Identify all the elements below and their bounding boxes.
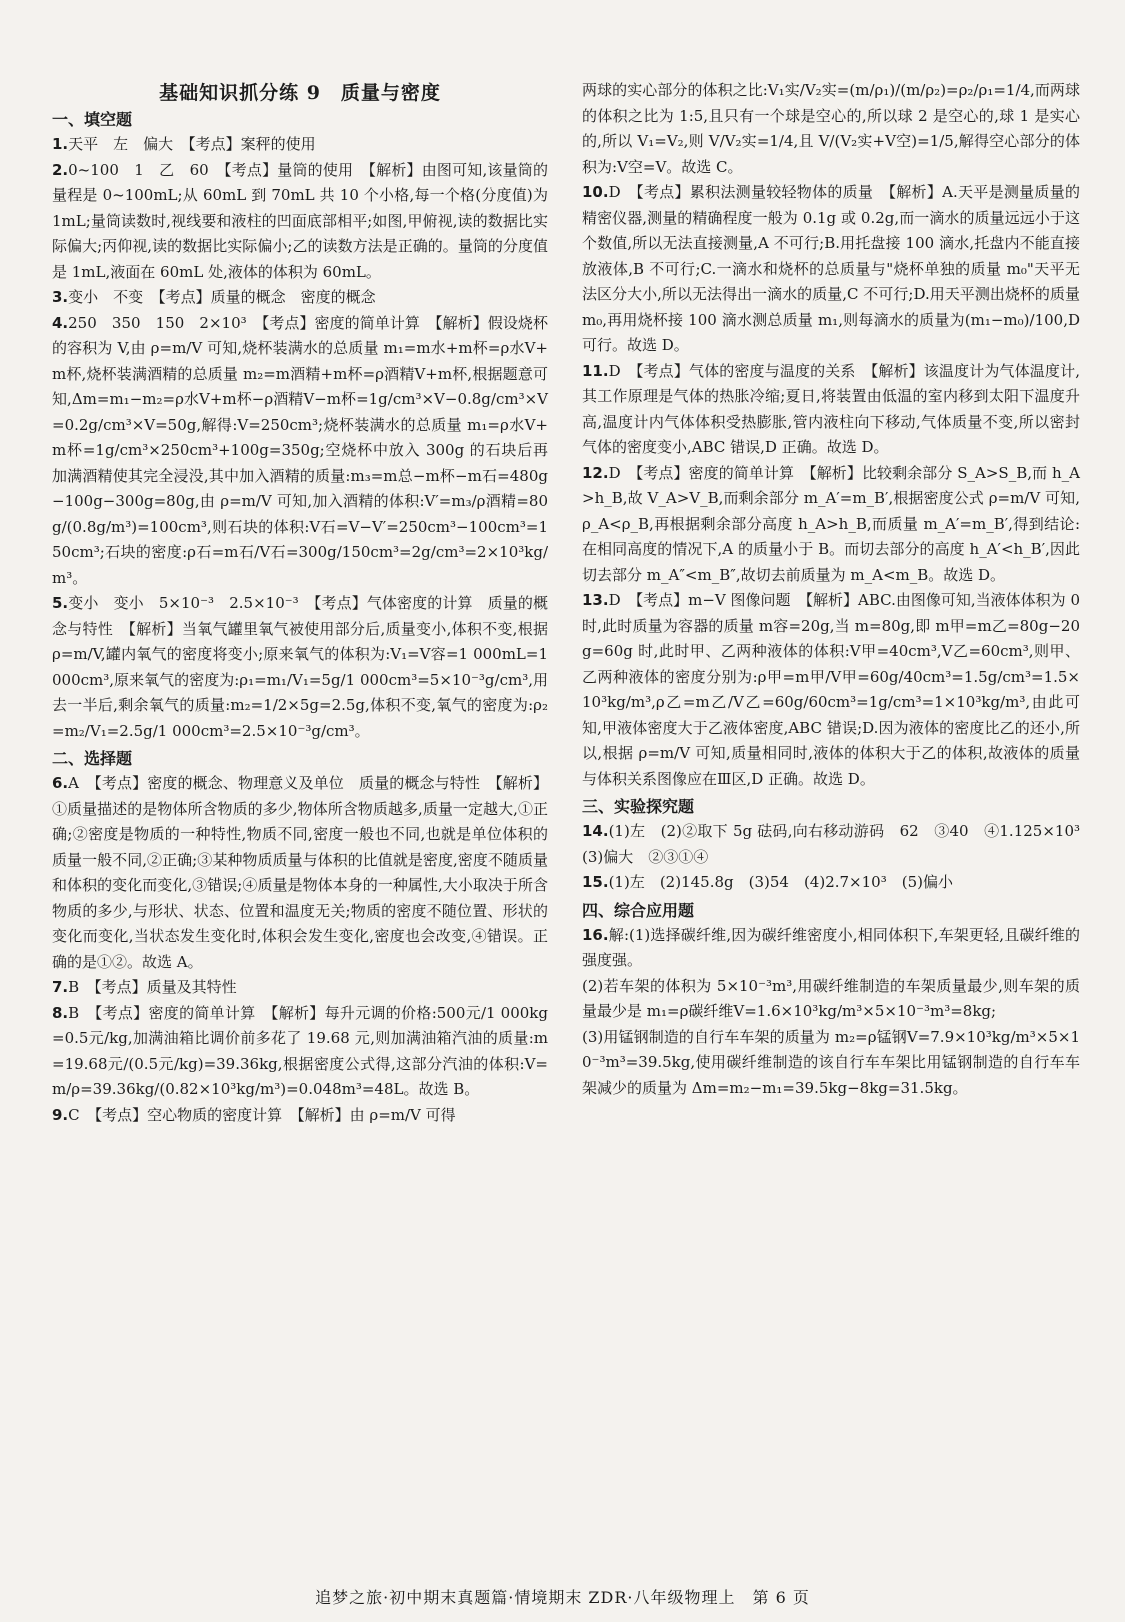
answer-number: 7.	[52, 978, 69, 996]
answer-text: (3)用锰钢制造的自行车车架的质量为 m₂=ρ锰钢V=7.9×10³kg/m³×5×10⁻³m³=39.5kg,使用碳纤维制造的该自行车车架比用锰钢制造的自行车车架减少的质量为 Δm=m₂−m₁=39.5kg−8kg=31.5kg。	[582, 1027, 1080, 1097]
answer-number: 2.	[52, 160, 69, 179]
right-column	[582, 78, 1096, 1101]
answer-16-part1	[582, 923, 1080, 974]
answer-11	[582, 359, 1080, 461]
answer-1	[52, 132, 548, 158]
answer-number: 3.	[52, 288, 69, 306]
answer-text: 解:(1)选择碳纤维,因为碳纤维密度小,相同体积下,车架更轻,且碳纤维的强度强。	[582, 925, 1080, 969]
answer-6	[52, 771, 548, 975]
answer-text: 变小 变小 5×10⁻³ 2.5×10⁻³ 【考点】气体密度的计算 质量的概念与特性 【解析】当氧气罐里氧气被使用部分后,质量变小,体积不变,根据 ρ=m/V,罐内氧气的密度将变小;原来氧气的体积为:V₁=V容=1 000mL=1 000cm³,原来氧气的密度为:ρ₁=m₁/V₁=5g/1 000cm³=5×10⁻³g/cm³,用去一半后,剩余氧气的质量:m₂=1/2×5g=2.5g,体积不变,氧气的密度为:ρ₂=m₂/V₁=2.5g/1 000cm³=2.5×10⁻³g/cm³。	[52, 594, 548, 740]
answer-text: 天平 左 偏大 【考点】案秤的使用	[68, 135, 316, 153]
answer-14	[582, 819, 1096, 870]
answer-12	[582, 461, 1080, 589]
answer-number: 8.	[52, 1003, 69, 1022]
answer-number: 14.	[582, 822, 609, 840]
page-title: 基础知识抓分练 9 质量与密度	[159, 82, 441, 104]
answer-text: (1)左 (2)145.8g (3)54 (4)2.7×10³ (5)偏小	[608, 873, 953, 891]
answer-text: 250 350 150 2×10³ 【考点】密度的简单计算 【解析】假设烧杯的容积为 V,由 ρ=m/V 可知,烧杯装满水的总质量 m₁=m水+m杯=ρ水V+m杯,烧杯装满酒精的总质量 m₂=m酒精+m杯=ρ酒精V+m杯,根据题意可知,Δm=m₁−m₂=ρ水V+m杯−ρ酒精V−m杯=1g/cm³×V−0.8g/cm³×V=0.2g/cm³×V=50g,解得:V=250cm³;烧杯装满水的总质量 m₁=ρ水V+m杯=1g/cm³×250cm³+100g=350g;空烧杯中放入 300g 的石块后再加满酒精使其完全浸没,其中加入酒精的质量:m₃=m总−m杯−m石=480g−100g−300g=80g,由 ρ=m/V 可知,加入酒精的体积:V′=m₃/ρ酒精=80g/(0.8g/m³)=100cm³,则石块的体积:V石=V−V′=250cm³−100cm³=150cm³;石块的密度:ρ石=m石/V石=300g/150cm³=2g/cm³=2×10³kg/m³。	[52, 313, 548, 587]
answer-number: 10.	[582, 183, 609, 201]
section-application-heading: 四、综合应用题	[582, 900, 695, 920]
page-footer: 追梦之旅·初中期末真题篇·情境期末 ZDR·八年级物理上 第 6 页	[315, 1588, 810, 1607]
answer-number: 15.	[582, 873, 609, 891]
answer-number: 4.	[52, 313, 69, 332]
answer-number: 5.	[52, 594, 69, 612]
answer-text: D 【考点】m−V 图像问题 【解析】ABC.由图像可知,当液体体积为 0 时,此时质量为容器的质量 m容=20g,当 m=80g,即 m甲=m乙=80g−20g=60g 时,此时甲、乙两种液体的体积:V甲=40cm³,V乙=60cm³,则甲、乙两种液体的密度分别为:ρ甲=m甲/V甲=60g/40cm³=1.5g/cm³=1.5×10³kg/m³,ρ乙=m乙/V乙=60g/60cm³=1g/cm³=1×10³kg/m³,由此可知,甲液体密度大于乙液体密度,ABC 错误;D.因为液体的密度比乙的还小,所以,根据 ρ=m/V 可知,质量相同时,液体的体积大于乙的体积,故液体的质量与体积关系图像应在Ⅲ区,D 正确。故选 D。	[582, 591, 1080, 788]
answer-10	[582, 180, 1080, 359]
answer-16-part2	[582, 974, 1080, 1025]
section-choice-heading: 二、选择题	[52, 749, 133, 768]
answer-5	[52, 591, 548, 744]
section-experiment-heading: 三、实验探究题	[582, 797, 695, 816]
answer-2	[52, 158, 548, 286]
answer-text: 0~100 1 乙 60 【考点】量筒的使用 【解析】由图可知,该量筒的量程是 0~100mL;从 60mL 到 70mL 共 10 个小格,每一个格(分度值)为 1mL;量筒读数时,视线要和液柱的凹面底部相平;如图,甲俯视,读的数据比实际偏大;丙仰视,读的数据比实际偏小;乙的读数方法是正确的。量筒的分度值是 1mL,液面在 60mL 处,液体的体积为 60mL。	[52, 160, 548, 281]
answer-number: 9.	[52, 1105, 69, 1124]
answer-9	[52, 1103, 548, 1129]
answer-text: D 【考点】气体的密度与温度的关系 【解析】该温度计为气体温度计,其工作原理是气体的热胀冷缩;夏日,将装置由低温的室内移到太阳下温度升高,温度计内气体体积受热膨胀,管内液柱向下移动,气体质量不变,所以密封气体的密度变小,ABC 错误,D 正确。故选 D。	[582, 361, 1080, 456]
answer-text: A 【考点】密度的概念、物理意义及单位 质量的概念与特性 【解析】①质量描述的是物体所含物质的多少,物体所含物质越多,质量一定越大,①正确;②密度是物质的一种特性,物质不同,密度一般也不同,也就是单位体积的质量一般不同,②正确;③某种物质质量与体积的比值就是密度,密度不随质量和体积的变化而变化,③错误;④质量是物体本身的一种属性,大小取决于所含物质的多少,与形状、状态、位置和温度无关;物质的密度不随位置、形状的变化而变化,当状态发生变化时,体积会发生变化,密度也会改变,④错误。正确的是①②。故选 A。	[52, 774, 548, 971]
answer-text: C 【考点】空心物质的密度计算 【解析】由 ρ=m/V 可得	[68, 1105, 456, 1124]
section-fill-heading: 一、填空题	[52, 110, 133, 129]
answer-13	[582, 588, 1080, 792]
answer-text: 两球的实心部分的体积之比:V₁实/V₂实=(m/ρ₁)/(m/ρ₂)=ρ₂/ρ₁=1/4,而两球的体积之比为 1:5,且只有一个球是空心的,所以球 2 是空心的,球 1 是实心的,所以 V₁=V₂,则 V/V₂实=1/4,且 V/(V₂实+V空)=1/5,解得空心部分的体积为:V空=V。故选 C。	[582, 81, 1080, 176]
answer-text: B 【考点】质量及其特性	[68, 978, 237, 996]
answer-text: D 【考点】密度的简单计算 【解析】比较剩余部分 S_A>S_B,而 h_A>h_B,故 V_A>V_B,而剩余部分 m_A′=m_B′,根据密度公式 ρ=m/V 可知,ρ_A<ρ_B,再根据剩余部分高度 h_A>h_B,而质量 m_A′=m_B′,得到结论:在相同高度的情况下,A 的质量小于 B。而切去部分的高度 h_A′<h_B′,因此切去部分 m_A″<m_B″,故切去前质量为 m_A<m_B。故选 D。	[582, 463, 1080, 584]
answer-number: 11.	[582, 361, 609, 380]
answer-4	[52, 311, 548, 592]
answer-9-continued	[582, 78, 1080, 180]
answer-number: 1.	[52, 135, 69, 153]
answer-number: 13.	[582, 591, 609, 609]
answer-15	[582, 870, 1080, 896]
answer-8	[52, 1001, 548, 1103]
answer-text: (2)若车架的体积为 5×10⁻³m³,用碳纤维制造的车架质量最少,则车架的质量最少是 m₁=ρ碳纤维V=1.6×10³kg/m³×5×10⁻³m³=8kg;	[582, 976, 1080, 1020]
answer-text: (1)左 (2)②取下 5g 砝码,向右移动游码 62 ③40 ④1.125×10³ (3)偏大 ②③①④	[582, 822, 1096, 866]
answer-number: 12.	[582, 463, 609, 482]
answer-text: B 【考点】密度的简单计算 【解析】每升元调的价格:500元/1 000kg=0.5元/kg,加满油箱比调价前多花了 19.68 元,则加满油箱汽油的质量:m=19.68元/(0.5元/kg)=39.36kg,根据密度公式得,这部分汽油的体积:V=m/ρ=39.36kg/(0.82×10³kg/m³)=0.048m³=48L。故选 B。	[52, 1003, 548, 1098]
answer-3	[52, 285, 548, 311]
answer-number: 6.	[52, 774, 69, 792]
left-column	[52, 78, 548, 1128]
answer-16-part3	[582, 1025, 1080, 1102]
answer-text: D 【考点】累积法测量较轻物体的质量 【解析】A.天平是测量质量的精密仪器,测量的精确程度一般为 0.1g 或 0.2g,而一滴水的质量远远小于这个数值,所以无法直接测量,A 不可行;B.用托盘接 100 滴水,托盘内不能直接放液体,B 不可行;C.一滴水和烧杯的总质量与"烧杯单独的质量 m₀"天平无法区分大小,所以无法得出一滴水的质量,C 不可行;D.用天平测出烧杯的质量 m₀,再用烧杯接 100 滴水测总质量 m₁,则每滴水的质量为(m₁−m₀)/100,D 可行。故选 D。	[582, 183, 1080, 354]
answer-text: 变小 不变 【考点】质量的概念 密度的概念	[68, 288, 376, 306]
answer-7	[52, 975, 548, 1001]
answer-number: 16.	[582, 925, 609, 944]
